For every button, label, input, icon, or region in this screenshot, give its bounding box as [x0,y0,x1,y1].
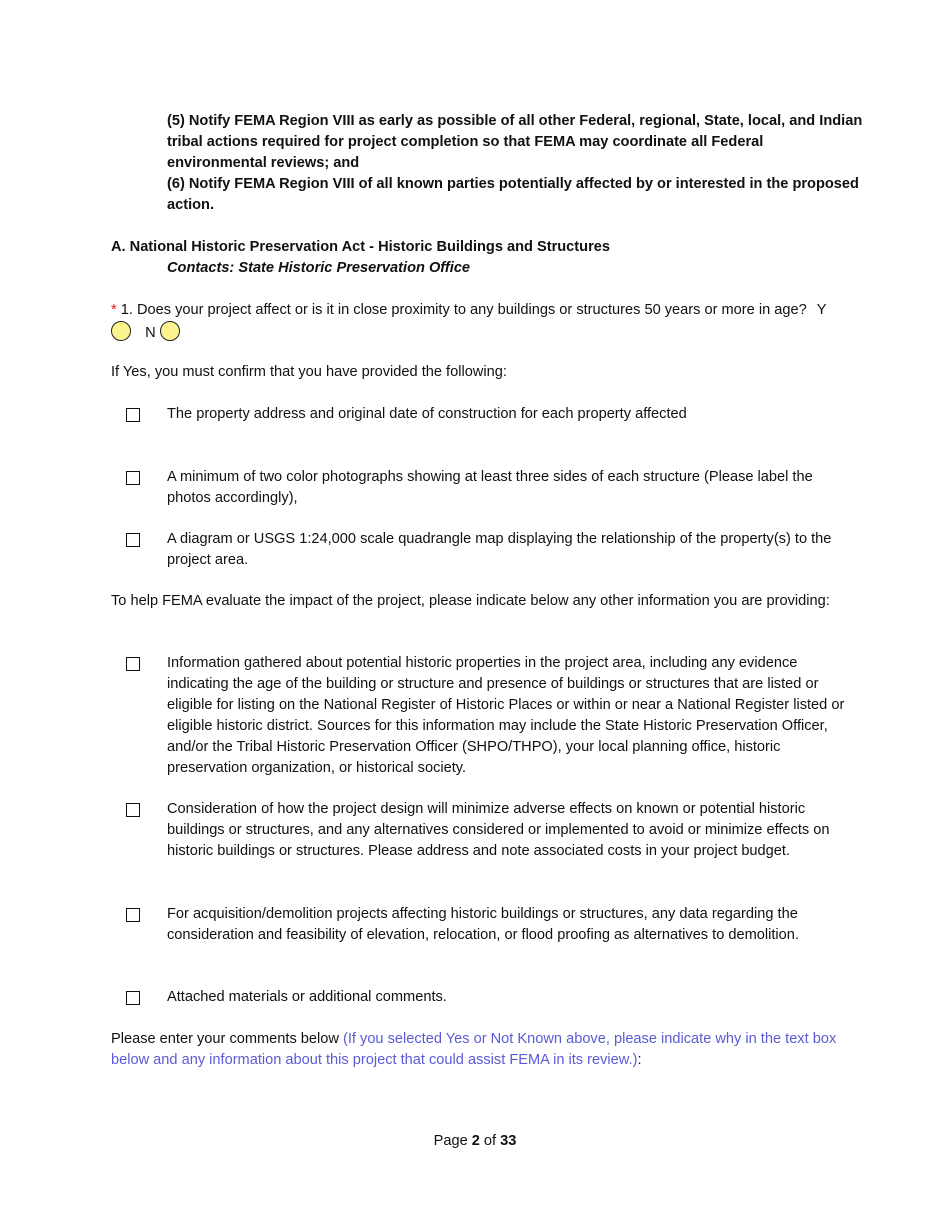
yes-label: Y [816,302,827,318]
total-page-count: 33 [500,1133,517,1149]
confirm-intro: If Yes, you must confirm that you have provided the following: [111,364,507,380]
comments-hint: (If you selected Yes or Not Known above, please indicate why in the text box below and any information about this project that could assist FEMA in its review.) [111,1031,837,1068]
other-item-text: For acquisition/demolition projects affecting historic buildings or structures, any data regarding the consideration and feasibility of elevation, relocation, or flood proofing as alternatives to demolition. [167,906,799,943]
current-page-number: 2 [471,1133,480,1149]
page-word: Page [433,1133,472,1149]
other-item-text: Attached materials or additional comments. [167,989,447,1005]
no-label: N [145,325,156,341]
other-checkbox-4[interactable] [126,991,140,1005]
confirm-item-text: The property address and original date of construction for each property affected [167,406,687,422]
section-header [111,237,871,279]
of-word: of [479,1133,501,1149]
confirm-checkbox-3[interactable] [126,533,140,547]
section-title: A. National Historic Preservation Act - Historic Buildings and Structures [111,239,610,255]
confirm-checkbox-2[interactable] [126,471,140,485]
comments-prompt [111,1029,841,1071]
requirement-item-5: (5) Notify FEMA Region VIII as early as possible of all other Federal, regional, State, local, and Indian tribal actions required for project completion so that FEMA may coordinate all Federal environmental reviews; and [167,113,863,171]
comments-suffix: : [637,1052,642,1068]
required-marker: * [111,302,117,318]
confirm-item-text: A minimum of two color photographs showing at least three sides of each structure (Please label the photos accordingly), [167,469,813,506]
other-checkbox-1[interactable] [126,657,140,671]
yes-radio[interactable] [111,321,131,341]
question-1 [111,300,846,344]
confirm-checkbox-1[interactable] [126,408,140,422]
other-checkbox-2[interactable] [126,803,140,817]
question-1-text: 1. Does your project affect or is it in close proximity to any buildings or structures 50 years or more in age? [120,302,807,318]
other-item-text: Consideration of how the project design will minimize adverse effects on known or potential historic buildings or structures, and any alternatives considered or implemented to avoid or minimize effects on historic buildings or structures. Please address and note associated costs in your project budget. [167,801,830,859]
page-footer [0,1131,950,1152]
section-contacts: Contacts: State Historic Preservation Office [167,260,471,276]
confirm-item-text: A diagram or USGS 1:24,000 scale quadrangle map displaying the relationship of the property(s) to the project area. [167,531,832,568]
comments-label: Please enter your comments below [111,1031,343,1047]
requirement-item-6: (6) Notify FEMA Region VIII of all known parties potentially affected by or interested in the proposed action. [167,176,859,213]
notification-requirements [167,111,867,216]
other-checkbox-3[interactable] [126,908,140,922]
other-info-intro: To help FEMA evaluate the impact of the project, please indicate below any other information you are providing: [111,593,830,609]
other-item-text: Information gathered about potential historic properties in the project area, including any evidence indicating the age of the building or structure and presence of buildings or structures that are listed or eligible for listing on the National Register of Historic Places or within or near a National Register listed or eligible historic district. Sources for this information may include the State Historic Preservation Officer, and/or the Tribal Historic Preservation Officer (SHPO/THPO), your local planning office, historic preservation organization, or historical society. [167,655,845,776]
no-radio[interactable] [160,321,180,341]
